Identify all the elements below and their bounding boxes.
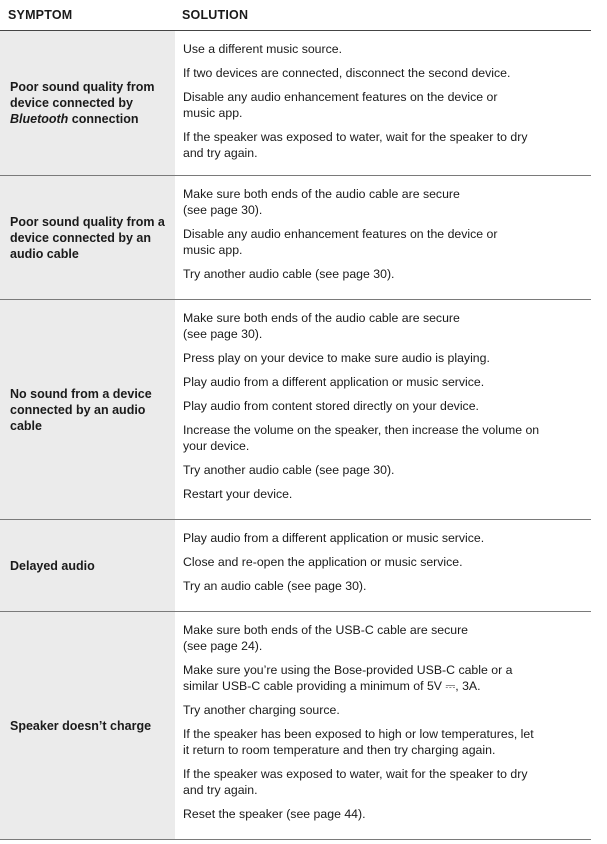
solution-cell xyxy=(175,520,591,611)
solution-item: Increase the volume on the speaker, then increase the volume on your device. xyxy=(183,423,540,453)
symptom-cell xyxy=(0,300,175,519)
solution-cell xyxy=(175,612,591,839)
solution-item: Make sure both ends of the audio cable are secure (see page 30). xyxy=(183,311,460,341)
table-row xyxy=(0,612,591,840)
solution-item: Close and re-open the application or music service. xyxy=(183,555,463,569)
solution-item: If two devices are connected, disconnect the second device. xyxy=(183,66,511,80)
solution-item: Play audio from content stored directly on your device. xyxy=(183,399,479,413)
solution-cell xyxy=(175,300,591,519)
table-header xyxy=(0,0,591,31)
table-row xyxy=(0,176,591,300)
symptom-text xyxy=(10,79,169,127)
symptom-column-header: SYMPTOM xyxy=(8,8,73,22)
table-row xyxy=(0,520,591,612)
symptom-cell xyxy=(0,31,175,175)
table-row xyxy=(0,31,591,176)
solution-item: Try another charging source. xyxy=(183,703,340,717)
solution-item: Disable any audio enhancement features on the device or music app. xyxy=(183,227,498,257)
symptom-cell xyxy=(0,612,175,839)
symptom-text: Delayed audio xyxy=(10,558,95,573)
symptom-cell xyxy=(0,520,175,611)
solution-item: Press play on your device to make sure audio is playing. xyxy=(183,351,490,365)
solution-item: Reset the speaker (see page 44). xyxy=(183,807,366,821)
symptom-text-bluetooth: Bluetooth xyxy=(10,112,69,126)
symptom-text: Poor sound quality from a device connected by an audio cable xyxy=(10,214,165,261)
solution-item: Play audio from a different application or music service. xyxy=(183,375,485,389)
solution-item: Try another audio cable (see page 30). xyxy=(183,463,395,477)
solution-cell xyxy=(175,176,591,299)
solution-item: Make sure you’re using the Bose-provided USB-C cable or a similar USB-C cable providing a minimum of 5V ⎓, 3A. xyxy=(183,663,513,693)
solution-item: Try another audio cable (see page 30). xyxy=(183,267,395,281)
solution-item: Disable any audio enhancement features on the device or music app. xyxy=(183,90,498,120)
solution-item: Play audio from a different application or music service. xyxy=(183,531,485,545)
solution-column-header: SOLUTION xyxy=(182,8,249,22)
solution-item: Use a different music source. xyxy=(183,42,343,56)
table-row xyxy=(0,300,591,520)
symptom-text-part: connection xyxy=(68,112,139,126)
solution-cell xyxy=(175,31,591,175)
solution-item: Make sure both ends of the audio cable are secure (see page 30). xyxy=(183,187,460,217)
symptom-cell xyxy=(0,176,175,299)
solution-item: If the speaker was exposed to water, wait for the speaker to dry and try again. xyxy=(183,130,528,160)
solution-item: Restart your device. xyxy=(183,487,293,501)
symptom-text: Speaker doesn’t charge xyxy=(10,718,152,733)
solution-item: If the speaker has been exposed to high or low temperatures, let it return to room temperature and then try charging again. xyxy=(183,727,534,757)
solution-item: Make sure both ends of the USB-C cable are secure (see page 24). xyxy=(183,623,469,653)
solution-item: If the speaker was exposed to water, wait for the speaker to dry and try again. xyxy=(183,767,528,797)
symptom-text-part: Poor sound quality from device connected by xyxy=(10,80,155,110)
symptom-text: No sound from a device connected by an audio cable xyxy=(10,386,152,433)
solution-item: Try an audio cable (see page 30). xyxy=(183,579,367,593)
